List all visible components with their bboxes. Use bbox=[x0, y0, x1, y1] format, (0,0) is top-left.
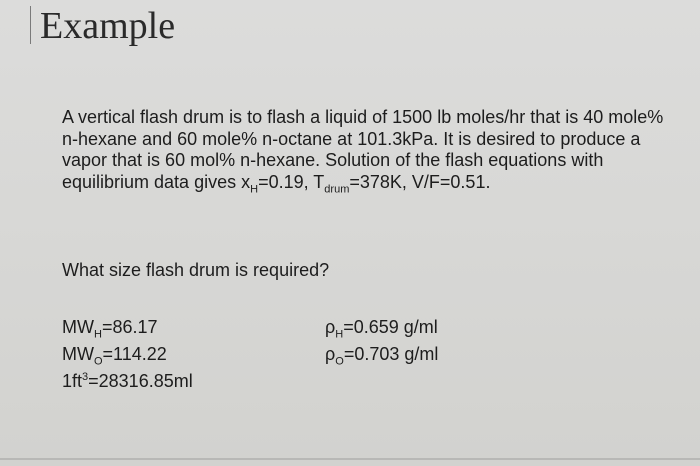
cubic-foot-conversion-row bbox=[62, 368, 193, 395]
row-subscript: H bbox=[93, 328, 102, 341]
row-subscript: O bbox=[335, 355, 344, 368]
row-base: ρ bbox=[325, 344, 336, 364]
row-base: MW bbox=[62, 344, 94, 364]
row-base: ρ bbox=[325, 317, 336, 337]
xh-symbol: x bbox=[241, 171, 251, 192]
page-title: Example bbox=[40, 5, 176, 47]
xh-subscript: H bbox=[250, 183, 259, 196]
xh-value: =0.19, bbox=[258, 171, 314, 192]
row-value: =28316.85ml bbox=[88, 371, 193, 391]
mw-hexane-row bbox=[62, 314, 193, 341]
row-value: =86.17 bbox=[101, 317, 158, 337]
bottom-rule bbox=[0, 458, 700, 460]
row-value: =0.659 g/ml bbox=[343, 317, 438, 337]
left-margin-rule bbox=[30, 6, 31, 44]
data-list-right bbox=[325, 314, 438, 368]
question-text: What size flash drum is required? bbox=[62, 260, 330, 280]
row-superscript: 3 bbox=[82, 371, 89, 383]
row-value: =114.22 bbox=[102, 344, 167, 364]
density-octane-row bbox=[325, 341, 438, 368]
row-subscript: O bbox=[93, 355, 103, 368]
t-symbol: T bbox=[313, 171, 325, 192]
data-list-left bbox=[62, 314, 193, 395]
row-base: 1ft bbox=[62, 371, 83, 391]
row-subscript: H bbox=[335, 328, 344, 341]
row-base: MW bbox=[62, 317, 94, 337]
mw-octane-row bbox=[62, 341, 193, 368]
t-subscript: drum bbox=[324, 183, 350, 196]
row-value: =0.703 g/ml bbox=[343, 344, 439, 364]
problem-statement bbox=[62, 107, 672, 196]
density-hexane-row bbox=[325, 314, 438, 341]
t-value: =378K, V/F=0.51. bbox=[349, 171, 491, 192]
problem-intro: A vertical flash drum is to flash a liquid of 1500 lb moles/hr that is 40 mole% n-hexane and 60 mole% n-octane at 101.3kPa. It is desired to produce a vapor that is 60 mol% n-hexane. Solution of the flash equations with equilibrium data gives bbox=[62, 107, 664, 192]
